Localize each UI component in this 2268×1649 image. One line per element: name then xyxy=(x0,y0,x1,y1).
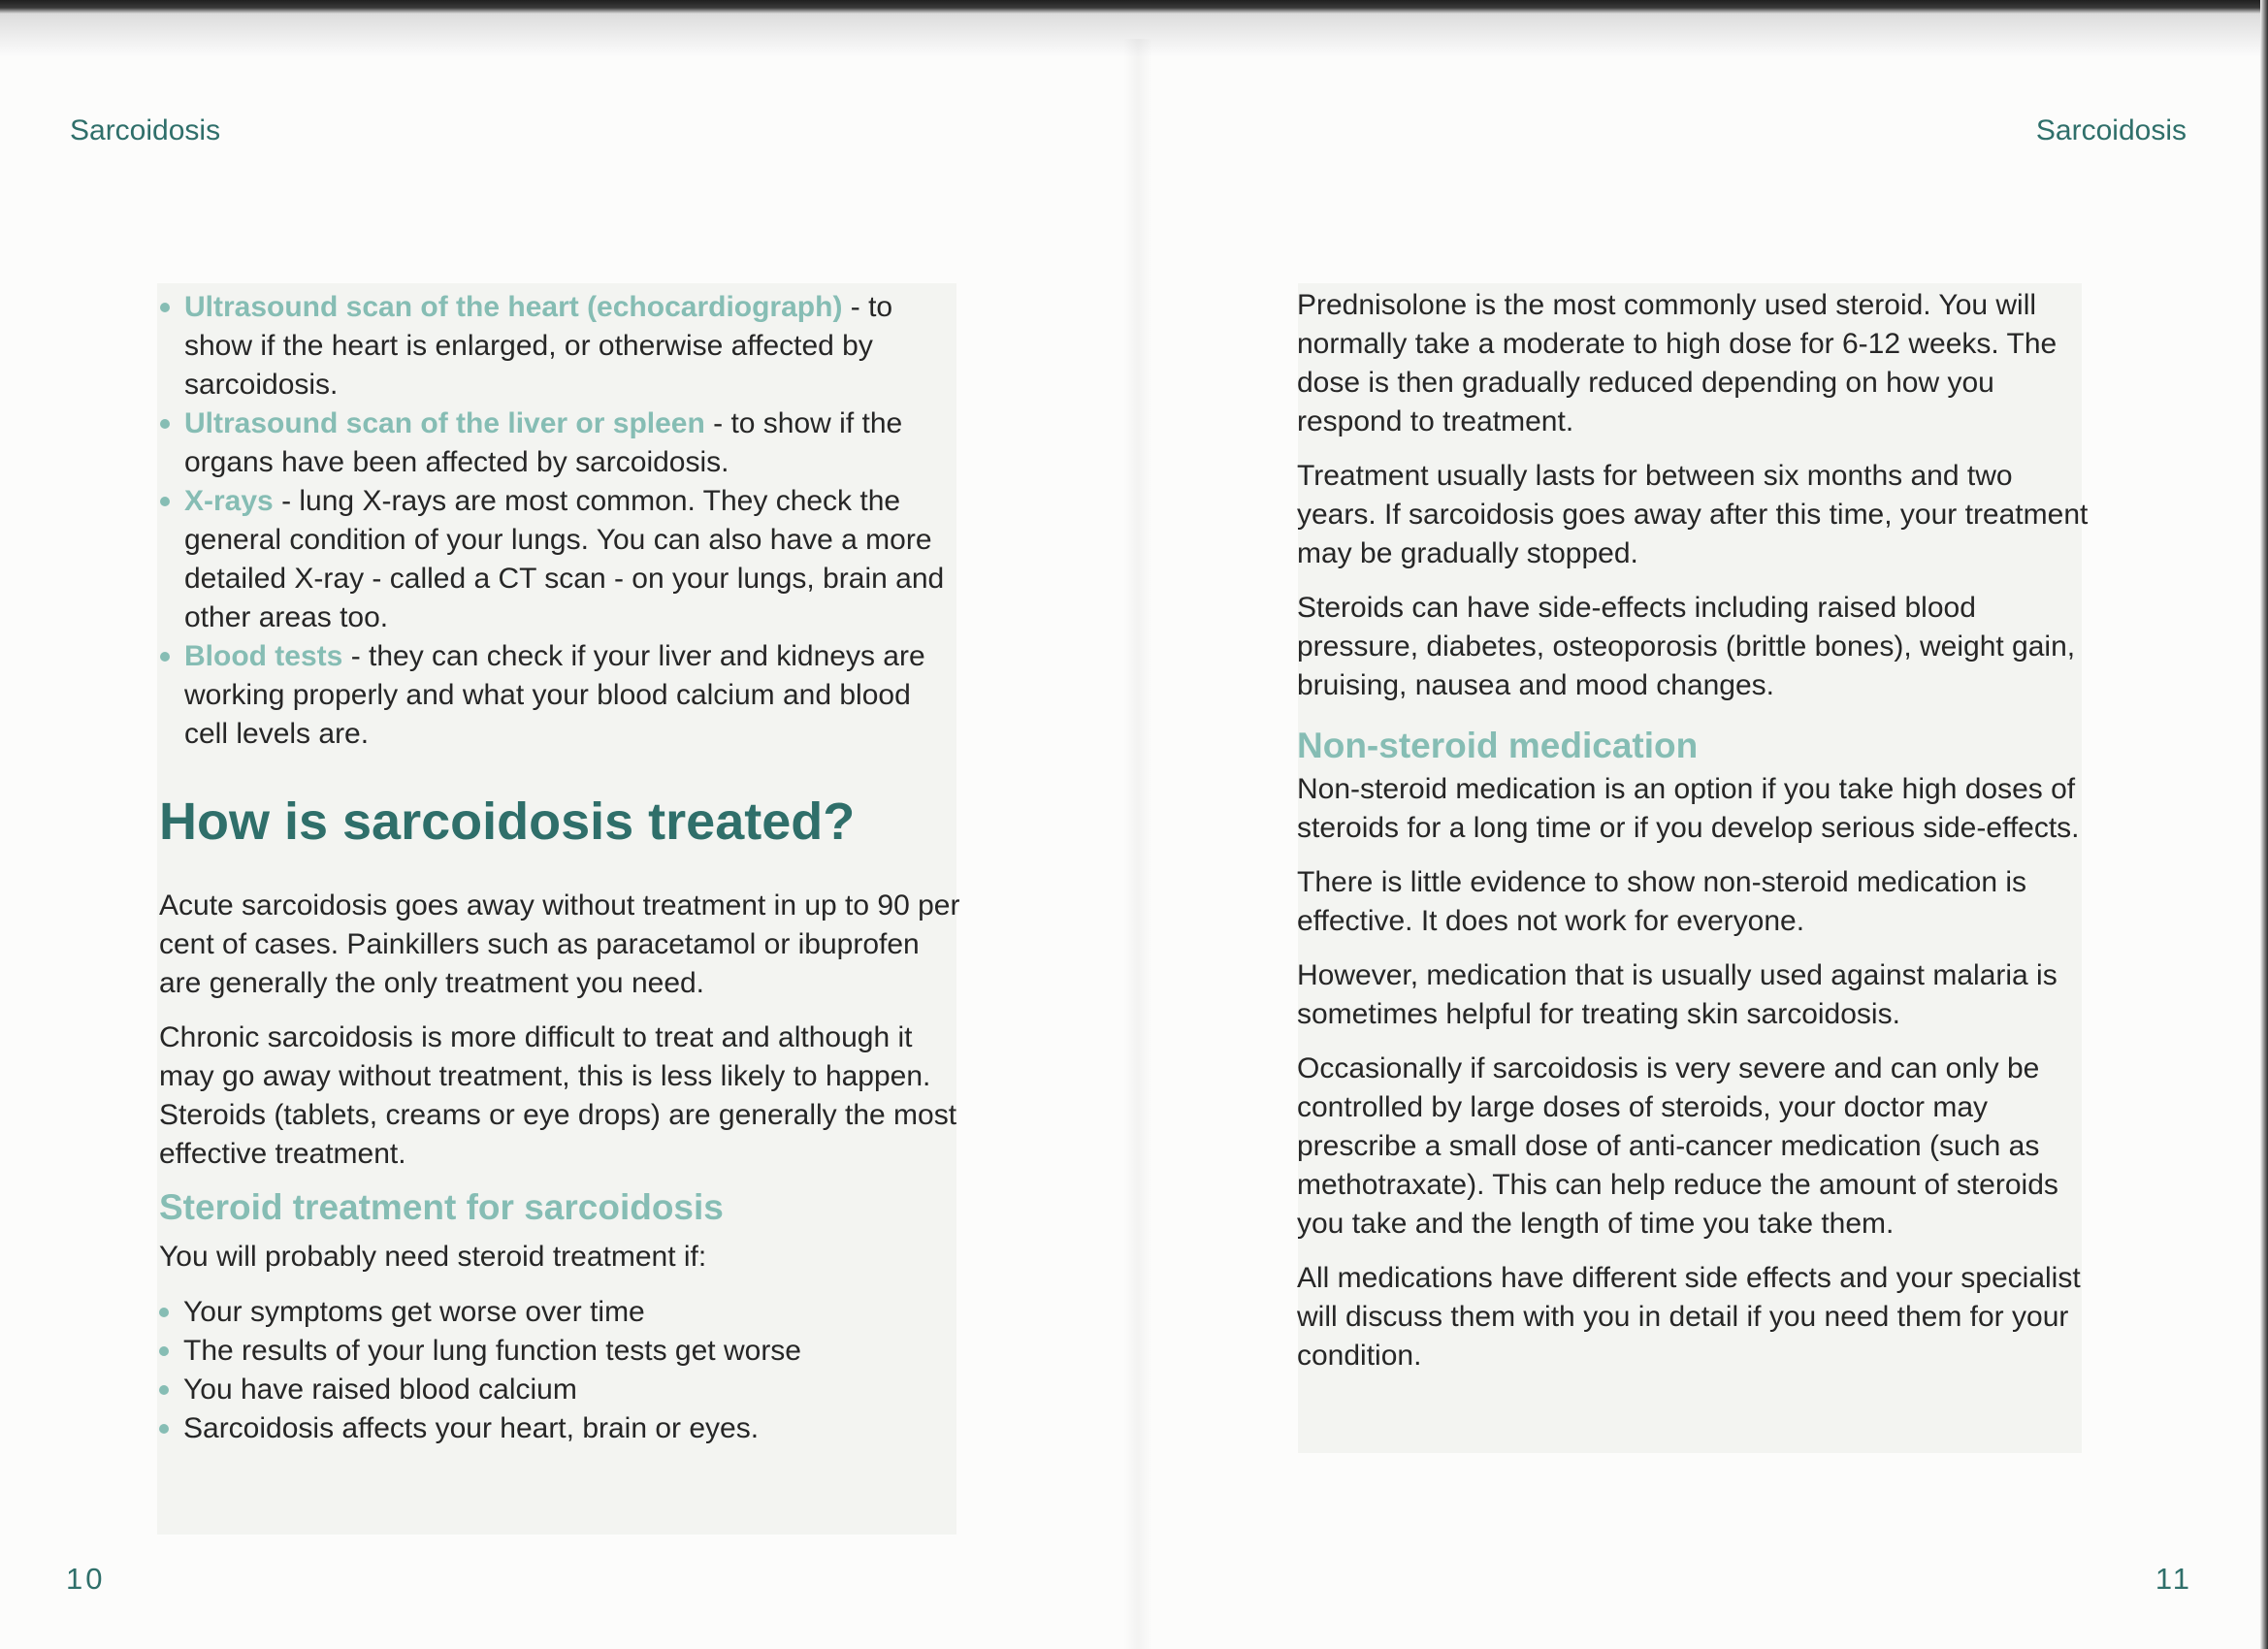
list-item xyxy=(158,404,954,482)
subsection-heading: Non-steroid medication xyxy=(1297,726,1699,765)
right-page xyxy=(1137,39,2260,1649)
bullet-icon xyxy=(160,652,170,662)
scan-right-edge xyxy=(2260,0,2268,1649)
paragraph: However, medication that is usually used against malaria is sometimes helpful for treating skin sarcoidosis. xyxy=(1297,959,2057,1030)
page-number: 11 xyxy=(2155,1562,2192,1596)
list-item xyxy=(158,637,954,754)
bullet-icon xyxy=(159,1385,169,1395)
condition-text: Your symptoms get worse over time xyxy=(183,1296,645,1328)
paragraph: Non-steroid medication is an option if you take high doses of steroids for a long time or if you develop serious side-effects. xyxy=(1297,773,2080,844)
section-heading: How is sarcoidosis treated? xyxy=(159,792,856,851)
condition-text: You have raised blood calcium xyxy=(183,1374,577,1406)
paragraph: Chronic sarcoidosis is more difficult to treat and although it may go away without treatment, this is less likely to happen. Steroids (tablets, creams or eye drops) are generally the most effective treatment. xyxy=(159,1021,957,1170)
condition-text: The results of your lung function tests get worse xyxy=(183,1335,801,1367)
bullet-icon xyxy=(159,1308,169,1317)
paragraph: Prednisolone is the most commonly used steroid. You will normally take a moderate to high dose for 6-12 weeks. The dose is then gradually reduced depending on how you respond to treatment. xyxy=(1297,289,2057,437)
left-page xyxy=(0,39,1133,1649)
test-term: Ultrasound scan of the heart (echocardiograph) xyxy=(184,291,843,323)
bullet-icon xyxy=(159,1346,169,1356)
test-description: - lung X-rays are most common. They check the general condition of your lungs. You can also have a more detailed X-ray - called a CT scan - on your lungs, brain and other areas too. xyxy=(184,485,945,633)
list-item xyxy=(158,288,954,404)
test-term: Blood tests xyxy=(184,640,343,672)
list-item xyxy=(157,1293,953,1332)
list-item xyxy=(157,1332,953,1371)
paragraph: All medications have different side effects and your specialist will discuss them with you in detail if you need them for your condition. xyxy=(1297,1262,2081,1372)
non-steroid-details xyxy=(1297,770,2092,1375)
treatment-intro xyxy=(159,887,964,1174)
paragraph: Acute sarcoidosis goes away without treatment in up to 90 per cent of cases. Painkillers such as paracetamol or ibuprofen are generally the only treatment you need. xyxy=(159,889,960,999)
list-item xyxy=(158,482,954,637)
steroid-details xyxy=(1297,286,2092,705)
conditions-intro: You will probably need steroid treatment if: xyxy=(159,1241,707,1273)
test-description: - to show if the heart is enlarged, or otherwise affected by sarcoidosis. xyxy=(184,291,893,401)
paragraph: Treatment usually lasts for between six months and two years. If sarcoidosis goes away after this time, your treatment may be gradually stopped. xyxy=(1297,460,2089,569)
test-description: - they can check if your liver and kidneys are working properly and what your blood calcium and blood cell levels are. xyxy=(184,640,925,750)
condition-text: Sarcoidosis affects your heart, brain or eyes. xyxy=(183,1412,760,1444)
bullet-icon xyxy=(159,1424,169,1434)
diagnostic-tests-list xyxy=(158,288,954,754)
paragraph: There is little evidence to show non-steroid medication is effective. It does not work for everyone. xyxy=(1297,866,2027,937)
test-term: X-rays xyxy=(184,485,274,517)
test-description: - to show if the organs have been affected by sarcoidosis. xyxy=(184,407,903,478)
subsection-heading: Steroid treatment for sarcoidosis xyxy=(159,1187,724,1227)
running-head: Sarcoidosis xyxy=(2035,114,2187,146)
bullet-icon xyxy=(160,419,170,429)
page-number: 10 xyxy=(66,1562,106,1596)
steroid-conditions-list xyxy=(157,1293,953,1448)
bullet-icon xyxy=(160,497,170,506)
paragraph: Occasionally if sarcoidosis is very severe and can only be controlled by large doses of steroids, your doctor may prescribe a small dose of anti-cancer medication (such as methotraxate). This can help reduce the amount of steroids you take and the length of time you take them. xyxy=(1297,1052,2058,1240)
paragraph: Steroids can have side-effects including raised blood pressure, diabetes, osteoporosis (brittle bones), weight gain, bruising, nausea and mood changes. xyxy=(1297,592,2076,701)
bullet-icon xyxy=(160,303,170,312)
list-item xyxy=(157,1371,953,1409)
test-term: Ultrasound scan of the liver or spleen xyxy=(184,407,705,439)
running-head: Sarcoidosis xyxy=(70,114,221,146)
list-item xyxy=(157,1409,953,1448)
